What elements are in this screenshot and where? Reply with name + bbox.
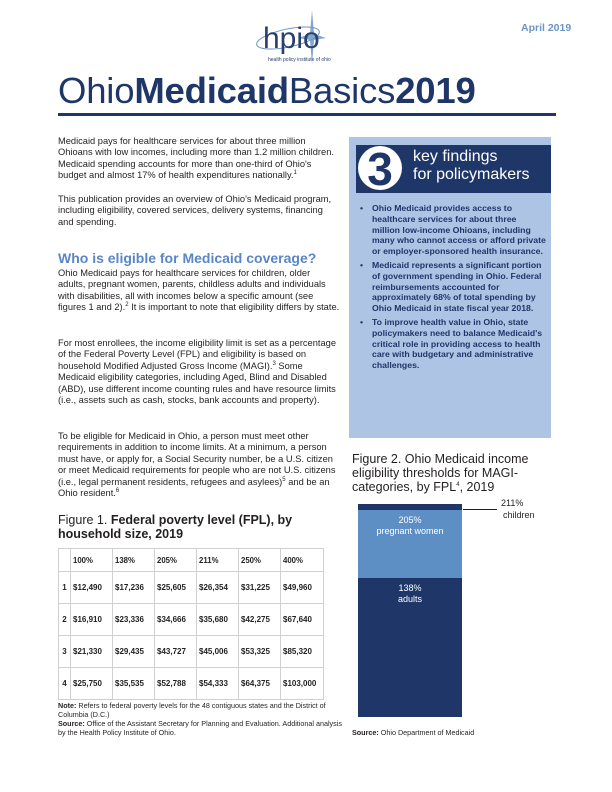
bullet-icon: • <box>360 203 364 213</box>
table-row <box>59 572 324 604</box>
table-cell: $23,336 <box>113 604 155 636</box>
column-header: 205% <box>155 549 197 572</box>
bar-value-label: 211% <box>501 498 524 508</box>
table-cell: $34,666 <box>155 604 197 636</box>
column-header: 138% <box>113 549 155 572</box>
table-cell: $49,960 <box>281 572 324 604</box>
bullet-icon: • <box>360 259 364 270</box>
list-item: • Ohio Medicaid provides access to healthcare services for about three million low-income Ohioans, including many who cannot access or afford private or employer-sponsored health insurance. <box>360 203 546 257</box>
column-header: 250% <box>239 549 281 572</box>
table-cell: $25,605 <box>155 572 197 604</box>
key-findings-heading-line2: for policymakers <box>413 166 530 183</box>
table-row <box>59 668 324 700</box>
table-cell: $31,225 <box>239 572 281 604</box>
list-item: • To improve health value in Ohio, state policymakers need to balance Medicaid's critical role in providing access to health care with budgetary and administrative challenges. <box>360 316 543 371</box>
household-size: 1 <box>59 572 71 604</box>
leader-line <box>463 509 497 510</box>
bar-category-label: pregnant women <box>376 526 444 536</box>
table-row <box>59 636 324 668</box>
figure1-title: Figure 1. Federal poverty level (FPL), by household size, 2019 <box>58 513 293 541</box>
table-cell: $85,320 <box>281 636 324 668</box>
table-cell: $35,535 <box>113 668 155 700</box>
household-size: 4 <box>59 668 71 700</box>
table-cell: $25,750 <box>71 668 113 700</box>
bar-category-label: adults <box>397 594 423 604</box>
table-cell: $45,006 <box>197 636 239 668</box>
key-findings-list <box>360 203 546 374</box>
bar-category-label: children <box>503 510 535 520</box>
column-header: 100% <box>71 549 113 572</box>
logo-subtitle: health policy institute of ohio <box>268 57 331 63</box>
key-findings-number: 3 <box>367 143 393 195</box>
intro-paragraph-1: Medicaid pays for healthcare services for about three million Ohioans with low incomes, including more than 1.2 million children. Medicaid spending accounts for more than one-third of Ohio's budget and almost 17% of health expenditures nationally.$^1$ <box>58 136 334 181</box>
table-cell: $43,727 <box>155 636 197 668</box>
bar-value-label: 138% <box>398 583 422 593</box>
table-row <box>59 604 324 636</box>
table-corner <box>59 549 71 572</box>
eligibility-heading: Who is eligible for Medicaid coverage? <box>58 250 317 266</box>
column-header: 400% <box>281 549 324 572</box>
figure2-title: Figure 2. Ohio Medicaid income eligibility thresholds for MAGI-categories, by FPL$^4$, 2019 <box>352 452 529 494</box>
eligibility-paragraph-2: For most enrollees, the income eligibility limit is set as a percentage of the Federal Poverty Level (FPL) and eligibility is based on household Modified Adjusted Gross Income (MAGI).$^3$ Some Medicaid eligibility categories, including Aged, Blind and Disabled (ABD), use different income counting rules and have resource limits (i.e., assets such as cash, stocks, bank accounts and property). <box>58 338 336 406</box>
table-cell: $17,236 <box>113 572 155 604</box>
bar-value-label: 205% <box>398 515 422 525</box>
table-header-row <box>59 549 324 572</box>
figure2-source: Source: Ohio Department of Medicaid <box>352 728 475 737</box>
table-cell: $29,435 <box>113 636 155 668</box>
title-divider <box>58 113 556 116</box>
table-cell: $26,354 <box>197 572 239 604</box>
publication-date: April 2019 <box>521 22 572 34</box>
table-cell: $54,333 <box>197 668 239 700</box>
table-cell: $35,680 <box>197 604 239 636</box>
table-cell: $16,910 <box>71 604 113 636</box>
list-item: • Medicaid represents a significant portion of government spending in Ohio. Federal reimbursements accounted for approximately 68% of total spending by Ohio Medicaid in state fiscal year 2018. <box>360 259 542 314</box>
household-size: 3 <box>59 636 71 668</box>
intro-paragraph-2: This publication provides an overview of Ohio's Medicaid program, including eligibility, covered services, delivery systems, financing and spending. <box>58 194 332 227</box>
bullet-icon: • <box>360 316 364 327</box>
logo-wordmark: hpio <box>263 22 320 55</box>
table-cell: $52,788 <box>155 668 197 700</box>
household-size: 2 <box>59 604 71 636</box>
table-cell: $53,325 <box>239 636 281 668</box>
eligibility-paragraph-3: To be eligible for Medicaid in Ohio, a person must meet other requirements in addition to income limits. At a minimum, a person must have, or apply for, a Social Security number, be a U.S. citizen or meet Medicaid requirements for people who are not U.S. citizens (i.e., legal permanent residents, refugees and asylees)$^5$ and be an Ohio resident.$^6$ <box>58 431 336 499</box>
table-cell: $42,275 <box>239 604 281 636</box>
eligibility-paragraph-1: Ohio Medicaid pays for healthcare services for children, older adults, pregnant women, parents, childless adults and individuals with disabilities, all with incomes below a specific amount (see figures 1 and 2).$^2$ It is important to note that eligibility differs by state. <box>58 268 340 313</box>
page-title: OhioMedicaidBasics2019 <box>58 70 476 111</box>
table-cell: $12,490 <box>71 572 113 604</box>
fpl-table <box>58 548 324 700</box>
table-cell: $67,640 <box>281 604 324 636</box>
table-cell: $103,000 <box>281 668 324 700</box>
figure1-notes: Note: Refers to federal poverty levels for the 48 contiguous states and the District of Columbia (D.C.) Source: Office of the Assistant Secretary for Planning and Evaluation. Additional analysis by the Health Policy Institute of Ohio. <box>58 701 342 737</box>
column-header: 211% <box>197 549 239 572</box>
key-findings-heading-line1: key findings <box>413 148 498 165</box>
table-cell: $64,375 <box>239 668 281 700</box>
table-cell: $21,330 <box>71 636 113 668</box>
